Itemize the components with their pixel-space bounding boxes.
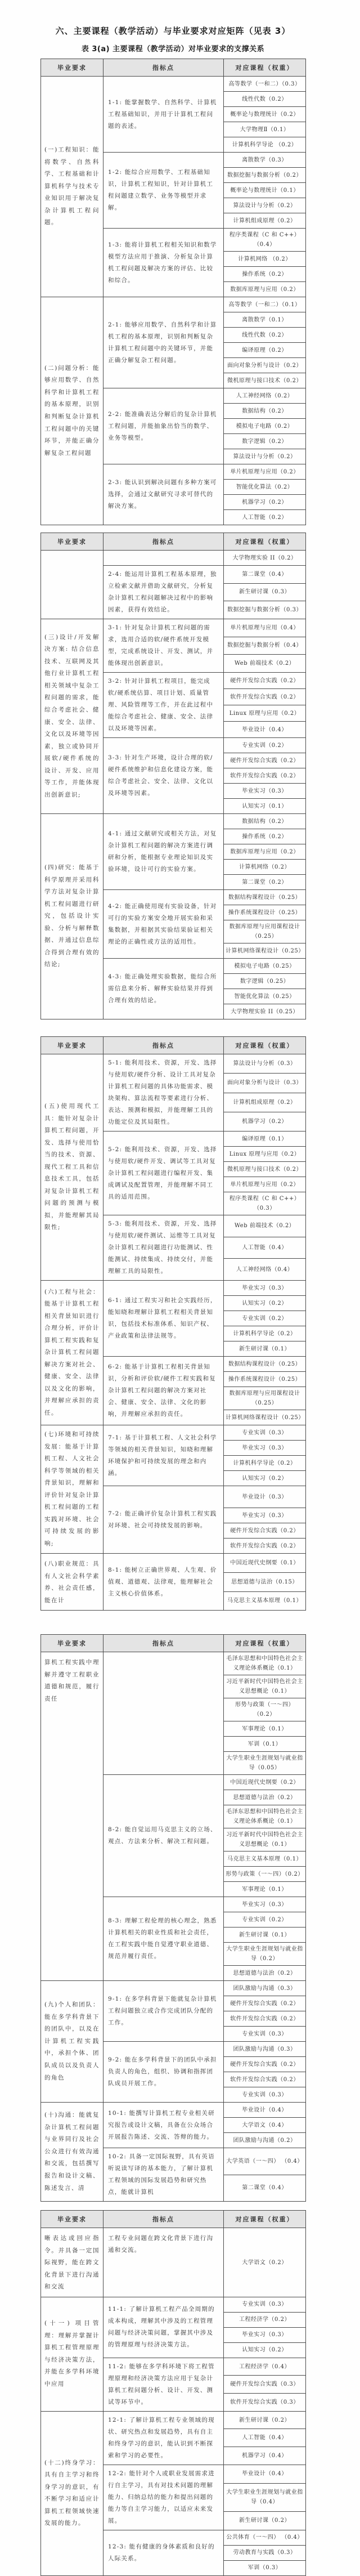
course-cell: Linux 原理与应用（0.2） xyxy=(224,1147,306,1162)
table-row xyxy=(41,77,306,92)
course-cell: 计算机网络（0.2） xyxy=(224,860,306,875)
requirement-cell: 算机工程实践中理解并遵守工程职业道德和规范，履行责任 xyxy=(41,1652,104,1981)
indicator-cell xyxy=(104,1652,224,1775)
support-matrix-table xyxy=(40,59,306,525)
course-cell: 硬件开发综合实践（0.2） xyxy=(224,1523,306,1539)
course-cell: 军事理论（0.1） xyxy=(224,1882,306,1897)
indicator-cell: 6-2: 能基于计算机工程相关背景知识，分析和评价软/硬件工程实践和复杂计算机工程问题的解决方案对社会、健康、安全、法律、文化的影响，并理解应承担的责任。 xyxy=(104,1357,224,1425)
course-cell: 数据结构（0.2） xyxy=(224,404,306,419)
header-row xyxy=(41,533,306,551)
course-cell: 数字逻辑（0.25） xyxy=(224,974,306,989)
course-cell: 计算机组成原理（0.2） xyxy=(224,1093,306,1112)
table-row xyxy=(41,2103,306,2118)
course-cell: 大学语文（0.2） xyxy=(224,2228,306,2297)
indicator-cell: 12-3: 能有健康的身体素质和良好的人际关系。 xyxy=(104,2530,224,2575)
course-cell: 团队激励与沟通（0.3） xyxy=(224,1981,306,1996)
indicator-cell: 2-2: 能准确表达分解后的复杂计算机工程问题，并能抽象出恰当的数学、业务等模型。 xyxy=(104,388,224,464)
course-cell: 硬件开发综合实践（0.3） xyxy=(224,2376,306,2394)
course-cell: 军训（0.1） xyxy=(224,1737,306,1752)
course-cell: 单片机原理与应用（0.2） xyxy=(224,1177,306,1192)
course-cell: 微机原理与接口技术（0.2） xyxy=(224,1162,306,1177)
header-row xyxy=(41,1635,306,1652)
indicator-cell xyxy=(104,551,224,566)
course-cell: 大学物理Ⅱ（0.1） xyxy=(224,122,306,137)
table-row xyxy=(41,2228,306,2297)
course-cell: 毕业设计（0.4） xyxy=(224,722,306,738)
course-cell: 认知实习（0.2） xyxy=(224,1296,306,1311)
col-header-indicator: 指标点 xyxy=(104,533,224,551)
indicator-cell: 7-1: 基于计算机工程、人文社会科学等领域的相关背景知识，知晓和理解环境保护和可持续发展的理念和内涵。 xyxy=(104,1425,224,1486)
course-cell: 数据结构课程设计（0.25） xyxy=(224,1357,306,1372)
page-title: 六、主要课程（教学活动）与毕业要求对应矩阵（见表 3） xyxy=(55,26,291,36)
course-cell: 新生研讨课（0.2） xyxy=(224,2511,306,2530)
course-cell: 思想道德与法治（0.2） xyxy=(224,1966,306,1981)
table-row xyxy=(41,1425,306,1441)
indicator-cell: 1-3: 能将计算机工程相关知识和数学模型方法应用于推演、分析复杂计算机工程问题及解决方案的评估、比较和综合。 xyxy=(104,229,224,297)
col-header-requirement: 毕业要求 xyxy=(41,1635,104,1652)
course-cell: 数据结构课程设计（0.25） xyxy=(224,890,306,905)
course-cell: 数据挖掘与数据分析（0.4） xyxy=(224,637,306,655)
requirement-cell: (九)个人和团队：能在多学科背景下的团队中，以及在计算机工程实践中，承担个体、团队成员以及负责人的角色 xyxy=(41,1981,104,2103)
indicator-cell: 11-1: 了解计算机工程产品全周期的成本构成，理解其中涉及的工程管理问题与经济决策问题，掌握其中涉及的管理原理与经济决策方法。 xyxy=(104,2297,224,2358)
course-cell: 数字逻辑（0.2） xyxy=(224,434,306,449)
table-row xyxy=(41,2297,306,2312)
col-header-courses: 对应课程（权重） xyxy=(224,2211,306,2228)
col-header-requirement: 毕业要求 xyxy=(41,59,104,77)
indicator-cell: 9-2: 能在多学科背景下的团队中承担负责人的角色，组织、协调和指挥团队成员开展工作。 xyxy=(104,2042,224,2103)
course-cell: Linux 原理与应用（0.2） xyxy=(224,705,306,722)
course-cell: 计算机网络课程设计（0.25） xyxy=(224,943,306,959)
indicator-cell: 7-2: 能正确评价复杂计算机工程实践对环境、社会可持续发展的影响。 xyxy=(104,1486,224,1554)
course-cell: 智能优化算法（0.25） xyxy=(224,989,306,1004)
course-cell: 模拟电子电路（0.2） xyxy=(224,419,306,434)
course-cell: 操作系统课程设计（0.25） xyxy=(224,1372,306,1387)
course-cell: 毕业设计（0.4） xyxy=(224,2103,306,2118)
course-cell: 线性代数（0.2） xyxy=(224,92,306,107)
support-matrix-table xyxy=(40,1634,306,2202)
course-cell: 认知实习（0.1） xyxy=(224,799,306,814)
course-cell: Web 前端技术（0.2） xyxy=(224,1215,306,1237)
course-cell: 新生研讨课（0.3） xyxy=(224,583,306,601)
col-header-courses: 对应课程（权重） xyxy=(224,59,306,77)
col-header-requirement: 毕业要求 xyxy=(41,1037,104,1054)
course-cell: 面向对象分析与设计（0.2） xyxy=(224,358,306,373)
course-cell: 数据库原理与应用课程设计 （0.25） xyxy=(224,1387,306,1410)
course-cell: 认知实习（0.2） xyxy=(224,1471,306,1486)
course-cell: 面向对象分析与设计（0.3） xyxy=(224,1074,306,1093)
document-content xyxy=(40,25,305,2576)
course-cell: 数据库原理与应用（0.2） xyxy=(224,282,306,297)
course-cell: 操作系统课程设计（0.25） xyxy=(224,905,306,920)
course-cell: 专业实训（0.2） xyxy=(224,738,306,753)
table-row xyxy=(41,814,306,829)
course-cell: 硬件开发综合实践（0.2） xyxy=(224,2057,306,2072)
course-cell: 操作系统（0.2） xyxy=(224,267,306,282)
requirement-cell: (三)设计/开发解决方案: 结合信息技术、互联网及其他行业计算机工程相关领域中复杂工程问题的需求，能综合考虑社会、健康、安全、法律、文化以及环境等因素，独立或协同开展软/硬件系统的设计、开发、应用等工作，并能体现出创新意识; xyxy=(41,619,104,814)
indicator-cell: 工程专业问题在跨文化背景下进行沟通和交流。 xyxy=(104,2228,224,2297)
course-cell: 新生研讨课（0.2） xyxy=(224,2411,306,2429)
course-cell: 工程经济学（0.4） xyxy=(224,2358,306,2376)
course-cell: 认知实习（0.2） xyxy=(224,2342,306,2358)
course-cell: 新生研讨课（0.1） xyxy=(224,1341,306,1357)
course-cell: 第二课堂（0.4） xyxy=(224,2175,306,2202)
indicator-cell: 8-3: 理解工程伦理的核心理念，熟悉计算机相关的职业性质和社会责任，在工程实践中能自觉遵守职业道德、规范并履行责任。 xyxy=(104,1897,224,1981)
course-cell: 专业实训（0.3） xyxy=(224,2027,306,2042)
tables-container xyxy=(40,59,305,2576)
course-cell: 模拟电子电路（0.25） xyxy=(224,959,306,974)
course-cell: 概率论与数理统计（0.1） xyxy=(224,183,306,198)
course-cell: 专业实训（0.3） xyxy=(224,1425,306,1441)
course-cell: 团队激励与沟通（0.2） xyxy=(224,2133,306,2148)
course-cell: 操作系统（0.2） xyxy=(224,829,306,844)
indicator-cell: 6-1: 通过工程实习和社会实践经历，能知晓和理解计算机工程相关背景知识，包括技术标准体系、知识产权、产业政策和法律法规等。 xyxy=(104,1281,224,1357)
course-cell: 计算机科学导论 （0.2） xyxy=(224,137,306,153)
course-cell: 数据挖掘与数据分析（0.2） xyxy=(224,168,306,183)
course-cell: 计算机网络 （0.2） xyxy=(224,252,306,267)
course-cell: 程序类课程（C 和 C++）（0.4） xyxy=(224,229,306,252)
course-cell: 软件开发综合实践（0.2） xyxy=(224,2072,306,2087)
course-cell: 算法设计与分析（0.2） xyxy=(224,449,306,464)
indicator-cell: 10-1: 能撰写计算机工程专业相关研究报告或设计文稿，具备在公众场合开展报告陈述、交流、答辩的能力。 xyxy=(104,2103,224,2148)
indicator-cell: 5-1: 能利用技术、资源，开发、选择与使用软/硬件分析、设计工具对复杂计算机工程问题的具体功能需求、模块架构、算法流程等要素进行分析、表达、预测和模拟，并能理解工具的功能定位及其局限性。 xyxy=(104,1054,224,1132)
course-cell: 第二课堂（0.4） xyxy=(224,566,306,584)
requirement-cell: (八)职业规范：具有人文社会科学素养、社会责任感，能在计 xyxy=(41,1554,104,1611)
course-cell: 形势与政策（一～四） （0.2） xyxy=(224,1698,306,1721)
indicator-cell: 4-2: 能正确使用现有实验设备，针对可行的实验方案安全地开展实验和采集数据，并根据其实验结果验证相关理论的正确性或方法的适用性。 xyxy=(104,890,224,959)
course-cell: 单片机原理与应用（0.4） xyxy=(224,619,306,637)
course-cell: 军训（0.3） xyxy=(224,2560,306,2575)
course-cell: 大学物理实验 II（0.25） xyxy=(224,1004,306,1019)
course-cell: 人工智能（0.2） xyxy=(224,510,306,525)
course-cell: 程序类课程（C 和 C++）（0.3） xyxy=(224,1192,306,1215)
course-cell: 大学语文（0.4） xyxy=(224,2118,306,2133)
indicator-cell: 11-2: 能够在多学科环境下将工程管理原理和经济决策方法应用于复杂计算机工程问题分析、设计、开发、测试等环节中。 xyxy=(104,2358,224,2411)
course-cell: 专业实训（0.2） xyxy=(224,1311,306,1326)
course-cell: 计算机科学导论（0.2） xyxy=(224,1456,306,1471)
course-cell: 毕业设计（0.4） xyxy=(224,2465,306,2483)
requirement-cell: (六)工程与社会：能基于计算机工程相关背景知识进行合理分析，评价计算机工程实践和复杂计算机工程问题解决方案对社会、健康、安全、法律以及文化的影响，并理解应承担的责任。 xyxy=(41,1281,104,1425)
course-cell: 硬件开发综合实践（0.2） xyxy=(224,1996,306,2011)
course-cell: 劳动教育与实践（0.3） xyxy=(224,2545,306,2560)
course-cell: 机器学习（0.2） xyxy=(224,1112,306,1131)
course-cell: 大学生职业生涯规划与就业指导（0.2） xyxy=(224,1943,306,1966)
course-cell: 团队激励与沟通（0.3） xyxy=(224,2042,306,2057)
course-cell: 离散数学（0.1） xyxy=(224,312,306,328)
requirement-cell: (二)问题分析：能够应用数学、自然科学和计算机工程的基本原理，识别和判断复杂计算机工程问题中的关键环节，并能正确分解复杂工程问题 xyxy=(41,297,104,525)
course-cell: 毕业实习（0.3） xyxy=(224,1281,306,1296)
course-cell: 习近平新时代中国特色社会主义思想概论（0.1） xyxy=(224,1675,306,1698)
indicator-cell: 10-2: 具备一定国际视野，具有英语听说读写译的基本能力，了解计算机工程领域的国际发展趋势和研究热点，能就计算机 xyxy=(104,2148,224,2202)
indicator-cell: 3-3: 针对生产环境，设计合理的软/硬件系统维护和信息化建设方案，能综合考虑社会、安全、法律、文化以及环境等因素。 xyxy=(104,738,224,814)
course-cell: 毕业设计（0.3） xyxy=(224,1486,306,1508)
col-header-indicator: 指标点 xyxy=(104,1635,224,1652)
course-cell: 毛泽东思想和中国特色社会主义理论体系概论（0.1） xyxy=(224,1652,306,1675)
indicator-cell: 5-3: 能利用技术、资源，开发、选择与使用软/硬件测试、运维等工具对复杂计算机工程问题进行功能测试、性能测试、持续集成、持续交付，并能理解工具的局限性。 xyxy=(104,1215,224,1281)
course-cell: 人工神经网络（0.4） xyxy=(224,1259,306,1281)
requirement-cell xyxy=(41,551,104,619)
indicator-cell: 3-2: 针对计算机工程项目，能完成软/硬系统估算、项目计划、质量管理、风险管理等工作，并在此过程中能综合考虑社会、健康、安全、法律以及环境等因素。 xyxy=(104,673,224,738)
course-cell: 新生研讨课（0.1） xyxy=(224,1927,306,1943)
course-cell: Web 前端技术（0.2） xyxy=(224,655,306,673)
course-cell: 数据库原理与应用（0.2） xyxy=(224,844,306,860)
support-matrix-table xyxy=(40,533,306,1019)
requirement-cell: 晰表达或回应指令。并具备一定国际视野，能在跨文化背景下进行沟通和交流 xyxy=(41,2228,104,2297)
col-header-courses: 对应课程（权重） xyxy=(224,1037,306,1054)
indicator-cell: 4-3: 能正确处理实验数据，能综合所需信息来分析、解释实验结果并得到合理有效的结论。 xyxy=(104,959,224,1019)
course-cell: 毕业实习（0.3） xyxy=(224,2327,306,2342)
course-cell: 马克思主义基本原理（0.1） xyxy=(224,1852,306,1867)
requirement-cell: (一)工程知识：能将数学、自然科学、工程基础和计算机科学与技术专业知识用于解决复杂计算机工程问题。 xyxy=(41,77,104,297)
requirement-cell: (七)环境和可持续发展：能基于计算机工程、人文社会科学等领域的相关背景知识，理解和评价针对复杂计算机工程问题的工程实践对环境、社会可持续发展的影响; xyxy=(41,1425,104,1554)
course-cell: 中国近现代史纲要（0.1） xyxy=(224,1554,306,1573)
table-row xyxy=(41,1054,306,1074)
col-header-courses: 对应课程（权重） xyxy=(224,1635,306,1652)
support-matrix-table xyxy=(40,1036,306,1611)
course-cell: 智能优化算法（0.2） xyxy=(224,480,306,495)
course-cell: 毛泽东思想和中国特色社会主义理论体系概论（0.1） xyxy=(224,1805,306,1828)
requirement-cell: (十一) 项目管理：理解并掌握计算机工程管理原理与经济决策方法，并能在多学科环境中应用 xyxy=(41,2297,104,2411)
indicator-cell: 3-1: 针对复杂计算机工程问题的需求，选用合适的软/硬件系统开发模型，完成系统设计、开发、测试，并能体现出创新意识。 xyxy=(104,619,224,673)
course-cell: 人工智能（0.4） xyxy=(224,2429,306,2447)
course-cell: 算法设计与分析（0.2） xyxy=(224,198,306,213)
course-cell: 编译原理（0.1） xyxy=(224,1132,306,1147)
requirement-cell: (四)研究：能基于科学原理并采用科学方法对复杂计算机工程问题进行研究，包括设计实验、分析与解释数据、并通过信息综合得到合理有效的结论; xyxy=(41,814,104,1019)
header-row xyxy=(41,59,306,77)
course-cell: 毕业实习（0.3） xyxy=(224,1508,306,1523)
course-cell: 中国近现代史纲要（0.2） xyxy=(224,1775,306,1790)
col-header-indicator: 指标点 xyxy=(104,2211,224,2228)
course-cell: 计算机组成原理（0.2） xyxy=(224,213,306,229)
col-header-courses: 对应课程（权重） xyxy=(224,533,306,551)
course-cell: 高等数学（一和二）（0.3） xyxy=(224,77,306,92)
course-cell: 高等数学（一和二）（0.1） xyxy=(224,297,306,312)
table-row xyxy=(41,2411,306,2429)
table-row xyxy=(41,297,306,312)
course-cell: 人工神经网络（0.2） xyxy=(224,388,306,404)
course-cell: 形势与政策（一～四）（0.2） xyxy=(224,1867,306,1882)
course-cell: 计算机网络课程设计（0.25） xyxy=(224,1410,306,1425)
course-cell: 专业实训（0.3） xyxy=(224,2297,306,2312)
indicator-cell: 12-2: 能针对个人或职业发展需求进行自主学习，具有对技术问题的理解能力、归纳总结的能力和提出问题的能力等自主学习能力，以适应未来发展。 xyxy=(104,2465,224,2530)
course-cell: 马克思主义基本原理（0.1） xyxy=(224,1591,306,1611)
indicator-cell: 2-1: 能够应用数学、自然科学和计算机工程的基本原理，识别和判断复杂计算机工程问题中的关键环节，并能正确分解复杂工程问题。 xyxy=(104,297,224,388)
table-row xyxy=(41,1554,306,1573)
requirement-cell: (五)使用现代工具：能针对复杂计算机工程问题，开发、选择与使用恰当的技术、资源、现代工程工具和信息技术工具，包括对复杂计算机工程问题的预测与模拟，并能理解其局限性; xyxy=(41,1054,104,1281)
course-cell: 概率论与数理统计（0.2） xyxy=(224,107,306,122)
header-row xyxy=(41,1037,306,1054)
course-cell: 专业实训（0.3） xyxy=(224,2087,306,2103)
indicator-cell: 4-1: 通过文献研究或相关方法，对复杂计算机工程问题的解决方案进行调研和分析，能根据专业理论知识及实验环境，设计可行的实验方案。 xyxy=(104,814,224,890)
course-cell: 军事理论（0.1） xyxy=(224,1721,306,1737)
indicator-cell: 2-4: 能运用计算机工程基本原理，独立检索文献并借助文献研究，分析复杂计算机工程问题解决过程中的影响因素，获得有效结论。 xyxy=(104,566,224,619)
course-cell: 公共体育（一～四） （0.4） xyxy=(224,2530,306,2545)
col-header-requirement: 毕业要求 xyxy=(41,533,104,551)
course-cell: 数据库原理与应用课程设计（0.25） xyxy=(224,920,306,943)
col-header-indicator: 指标点 xyxy=(104,1037,224,1054)
col-header-requirement: 毕业要求 xyxy=(41,2211,104,2228)
course-cell: 机器学习（0.4） xyxy=(224,2447,306,2465)
table-row xyxy=(41,619,306,637)
indicator-cell: 8-2: 能自觉运用马克思主义的立场、观点、方法来分析、解决工程问题。 xyxy=(104,1775,224,1897)
course-cell: 单片机原理与应用（0.2） xyxy=(224,464,306,480)
course-cell: 数据结构（0.2） xyxy=(224,814,306,829)
course-cell: 思想道德与法治（0.2） xyxy=(224,1790,306,1805)
course-cell: 软件开发综合实践（0.2） xyxy=(224,1539,306,1554)
course-cell: 毕业实习（0.3） xyxy=(224,784,306,799)
indicator-cell: 12-1: 了解计算机工程专业领域的现状、研究热点和发展趋势，具有自主和终身学习的意识，能认识到不断探索和学习的必要性。 xyxy=(104,2411,224,2465)
requirement-cell: (十二)终身学习：具有自主学习和终身学习的意识，有不断学习和适应计算机工程领域快速发展的能力。 xyxy=(41,2411,104,2575)
table-row xyxy=(41,1281,306,1296)
indicator-cell: 1-1: 能掌握数学、自然科学、计算机工程基础知识，并用于计算机工程问题的表述。 xyxy=(104,77,224,153)
requirement-cell: (十)沟通：能就复杂计算机工程问题与业界同行及社会公众进行有效沟通和交流，包括撰写报告和设计文稿、陈述发言、清 xyxy=(41,2103,104,2202)
header-row xyxy=(41,2211,306,2228)
table-row xyxy=(41,551,306,566)
course-cell: 软件开发综合实践（0.3） xyxy=(224,2394,306,2412)
table-row xyxy=(41,1981,306,1996)
table-row xyxy=(41,1652,306,1675)
course-cell: 离散数学（0.3） xyxy=(224,153,306,168)
support-matrix-table xyxy=(40,2210,306,2576)
course-cell: 习近平新时代中国特色社会主义思想概论（0.1） xyxy=(224,1828,306,1852)
course-cell: 思想道德与法治（0.15） xyxy=(224,1572,306,1591)
course-cell: 人工智能（0.4） xyxy=(224,1237,306,1259)
course-cell: 编译原理（0.2） xyxy=(224,343,306,358)
course-cell: 计算机科学导论（0.2） xyxy=(224,1326,306,1341)
course-cell: 硬件开发综合实践（0.2） xyxy=(224,673,306,689)
course-cell: 线性代数（0.2） xyxy=(224,328,306,343)
course-cell: 大学生职业生涯规划与就业指导（0.4） xyxy=(224,2483,306,2511)
course-cell: 算法设计与分析（0.3） xyxy=(224,1054,306,1074)
course-cell: 软件开发综合实践（0.2） xyxy=(224,2011,306,2027)
course-cell: 毕业实习（0.3） xyxy=(224,1441,306,1456)
course-cell: 软件开发综合实践（0.2） xyxy=(224,689,306,705)
course-cell: 硬件开发综合实践（0.2） xyxy=(224,753,306,768)
course-cell: 大学英语（一～四） （0.4） xyxy=(224,2148,306,2175)
course-cell: 毕业实习（0.3） xyxy=(224,1897,306,1912)
course-cell: 机器学习（0.2） xyxy=(224,495,306,510)
col-header-indicator: 指标点 xyxy=(104,59,224,77)
indicator-cell: 2-3: 能认识到解决问题有多种方案可选择，会通过文献研究寻求可替代的解决方案。 xyxy=(104,464,224,525)
course-cell: 专业实训（0.2） xyxy=(224,1912,306,1927)
indicator-cell: 9-1: 在多学科背景下能就复杂计算机工程问题独立或合作完成团队分配的工作。 xyxy=(104,1981,224,2042)
course-cell: 大学物理实验 II（0.2） xyxy=(224,551,306,566)
course-cell: 第二课堂（0.2） xyxy=(224,875,306,890)
table-caption: 表 3(a) 主要课程（教学活动）对毕业要求的支撑关系 xyxy=(81,45,265,53)
course-cell: 软件开发综合实践（0.2） xyxy=(224,768,306,784)
course-cell: 数据挖掘与数据分析（0.3） xyxy=(224,601,306,619)
indicator-cell: 8-1: 能树立正确世界观、人生观、价值观、道德观、法律观，能理解社会主义核心价值体系。 xyxy=(104,1554,224,1611)
course-cell: 工程经济学（0.2） xyxy=(224,2312,306,2327)
indicator-cell: 1-2: 能综合应用数学、工程基础知识，计算机工程知识，针对计算机工程问题建立数学、业务等模型并求解。 xyxy=(104,153,224,229)
course-cell: 微机原理与接口技术（0.2） xyxy=(224,373,306,388)
indicator-cell: 5-2: 能利用技术、资源，开发、选择与使用软/硬件开发、调试等工具对复杂计算机工程问题进行编程开发、集成调试及配置管理，并能理解不同工具的适用范围。 xyxy=(104,1132,224,1215)
course-cell: 大学生职业生涯规划与就业指导（0.05） xyxy=(224,1752,306,1775)
